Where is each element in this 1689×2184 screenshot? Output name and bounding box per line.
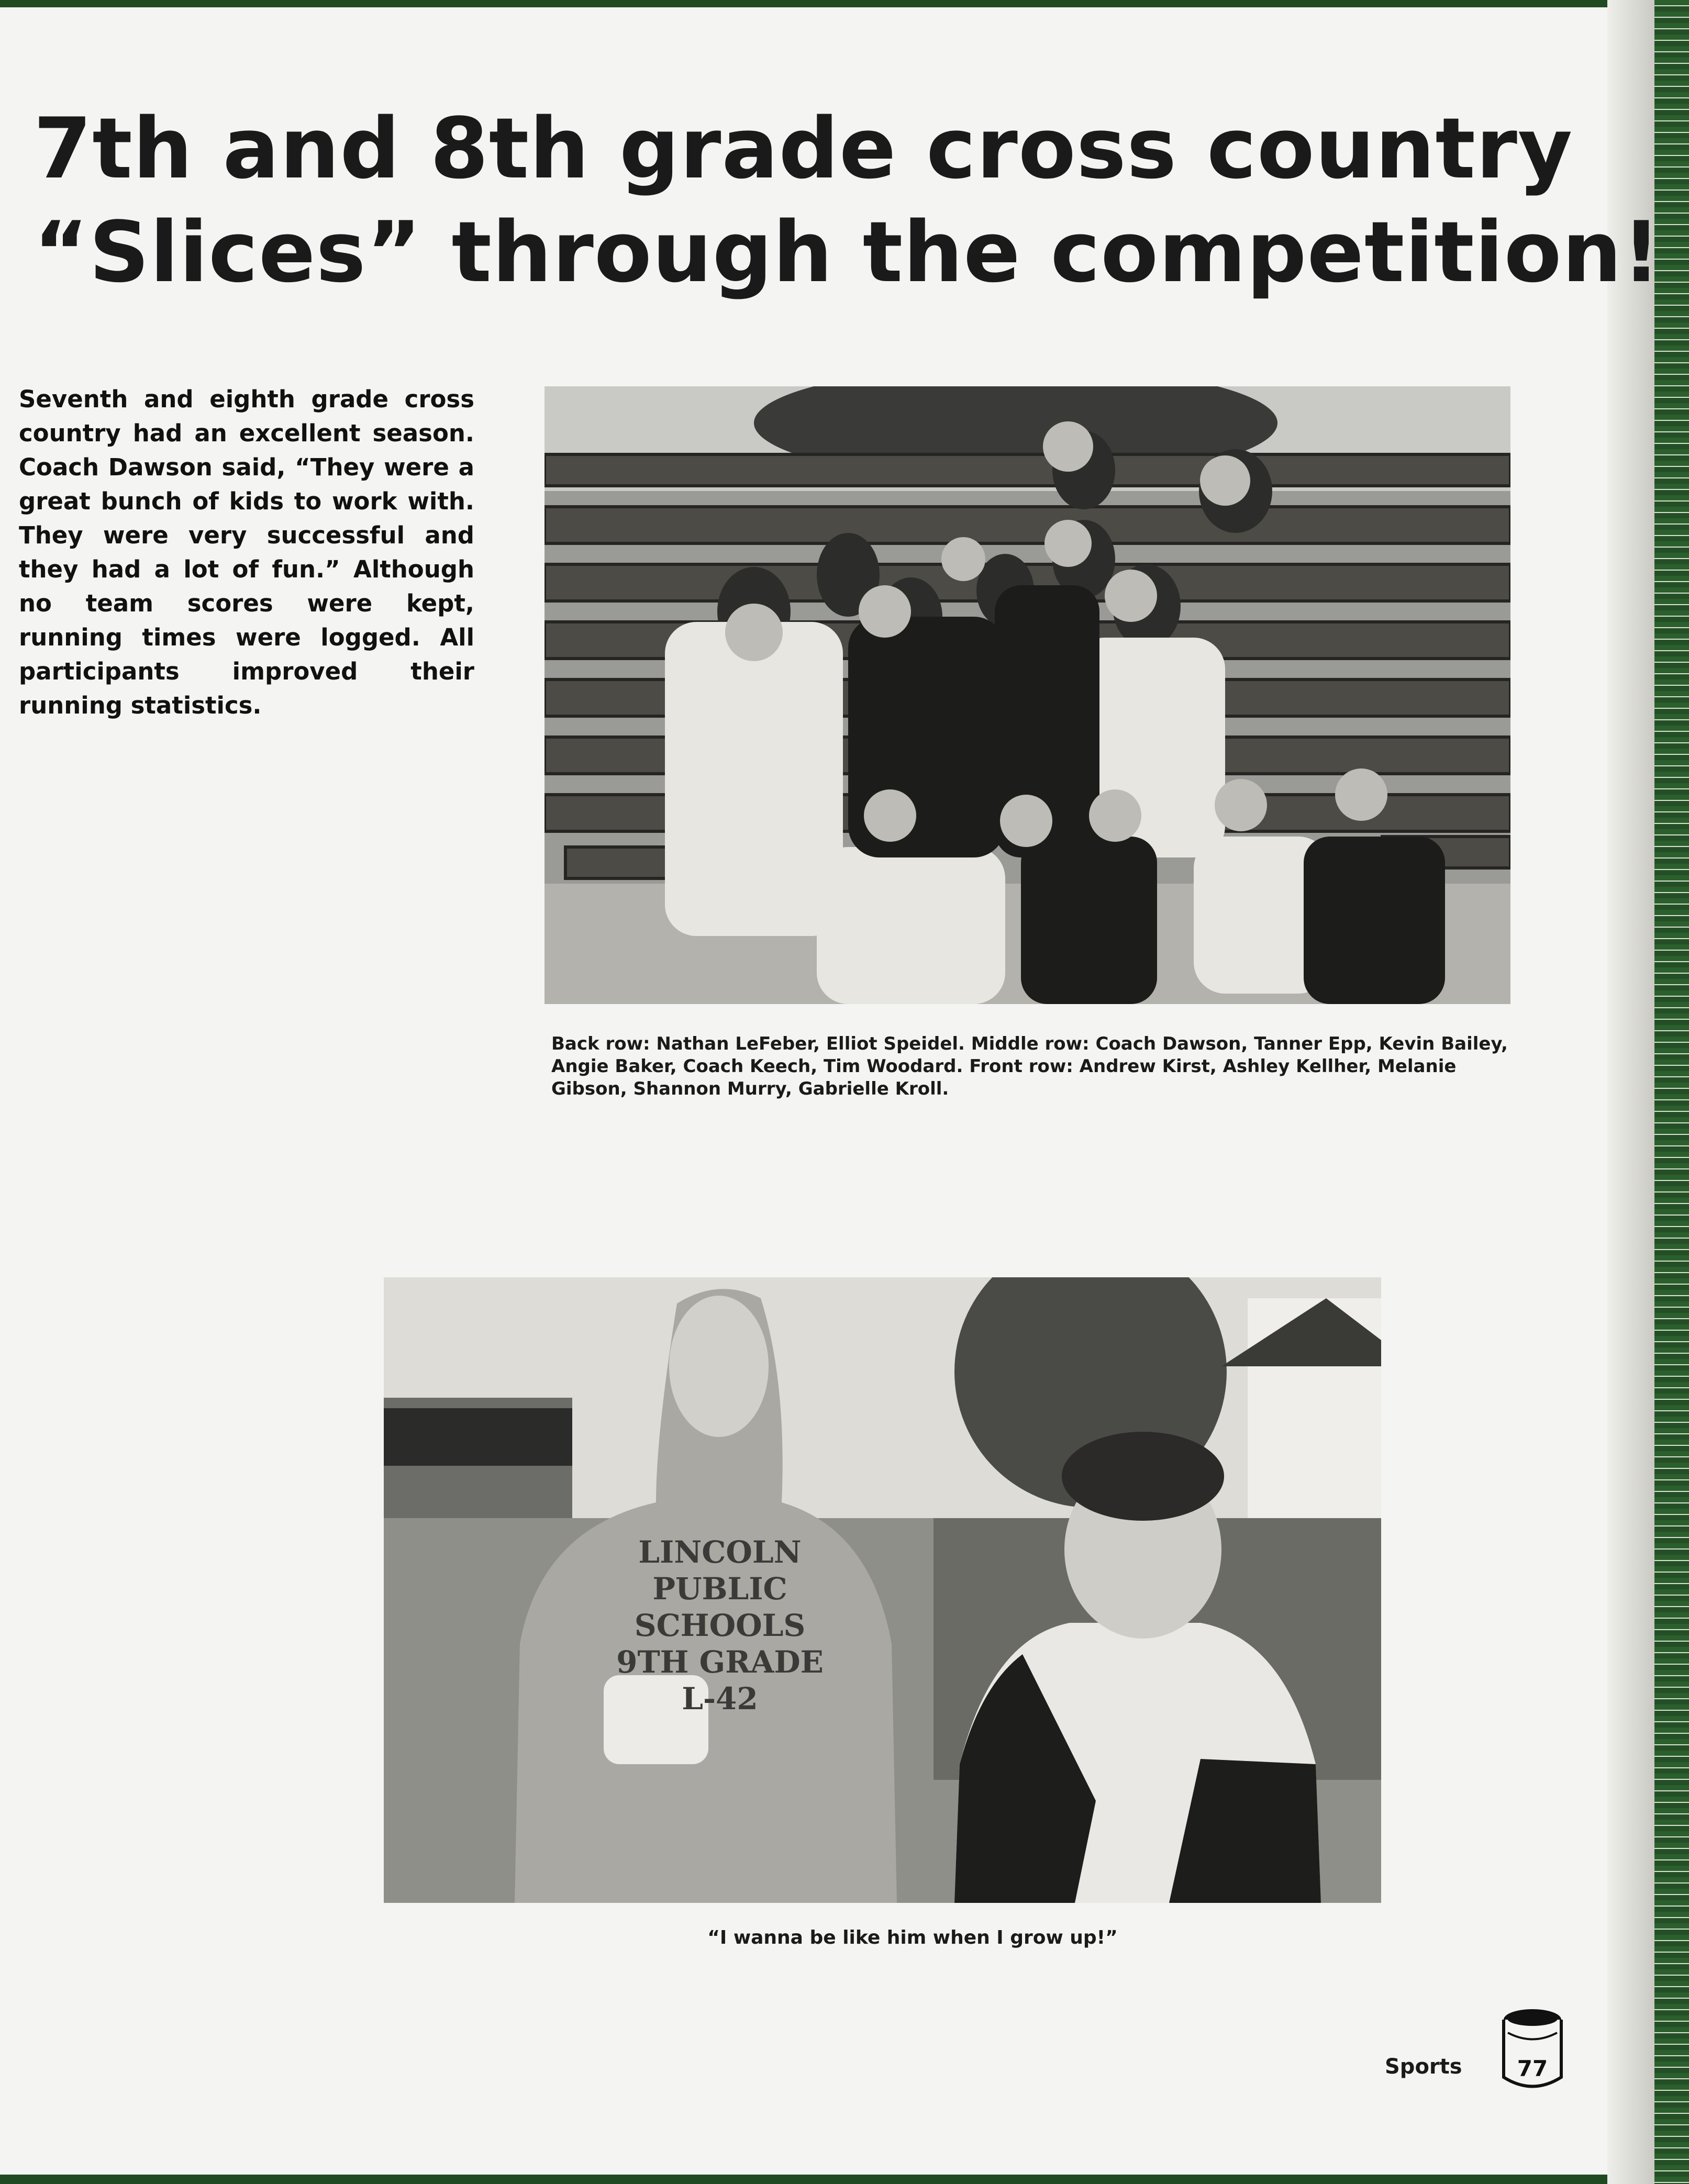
team-photo-caption: Back row: Nathan LeFeber, Elliot Speidel. Middle row: Coach Dawson, Tanner Epp, Kevin Bailey, Angie Baker, Coach Keech, Tim Woodard. Front row: Andrew Kirst, Ashley Kellher, Melanie Gibson, Shannon Murry, Gabrielle Kroll. <box>551 1033 1508 1099</box>
team-photo <box>545 386 1510 1004</box>
sweatshirt-lettering <box>602 1534 838 1717</box>
headline-line-1: 7th and 8th grade cross country <box>34 99 1573 197</box>
sweatshirt-line: L-42 <box>682 1681 758 1717</box>
sweatshirt-line: PUBLIC SCHOOLS <box>634 1571 806 1643</box>
boys-photo-caption: “I wanna be like him when I grow up!” <box>707 1927 1118 1948</box>
sweatshirt-line: 9TH GRADE <box>616 1644 824 1680</box>
book-spine <box>1654 0 1689 2184</box>
page-headline <box>34 97 1661 304</box>
sweatshirt-line: LINCOLN <box>638 1534 802 1570</box>
page-number: 77 <box>1517 2056 1548 2081</box>
page-number-badge-icon <box>1498 2004 1566 2098</box>
boys-photo <box>384 1277 1381 1903</box>
article-body: Seventh and eighth grade cross country had an excellent season. Coach Dawson said, “They were a great bunch of kids to work with. They were very successful and they had a lot of fun.” Although no team scores were kept, running times were logged. All participants improved their running statistics. <box>19 385 474 719</box>
section-label: Sports <box>1385 2055 1462 2079</box>
headline-line-2: “Slices” through the competition! <box>34 203 1661 301</box>
